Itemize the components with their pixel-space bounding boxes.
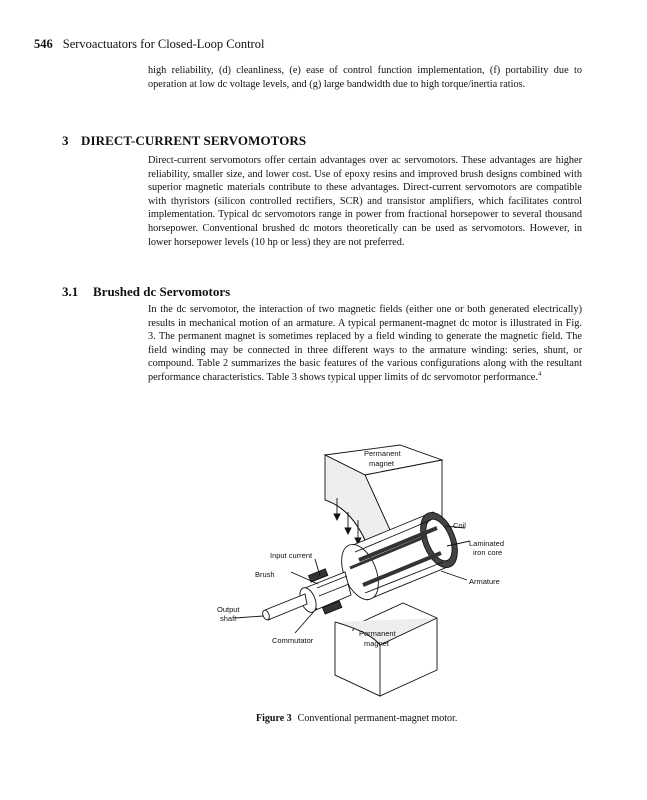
figure-caption (256, 713, 457, 724)
commutator-shaft (261, 572, 351, 621)
footnote-ref: 4 (537, 370, 542, 378)
label-input-current: Input current (270, 551, 313, 560)
page-number: 546 (34, 37, 53, 51)
label-output-1: Output (217, 605, 240, 614)
section-3-1-heading (62, 284, 230, 300)
label-output-2: shaft (220, 614, 237, 623)
bottom-permanent-magnet (335, 603, 437, 696)
label-coil: Coil (453, 521, 466, 530)
section-3-1-number: 3.1 (62, 284, 79, 299)
section-3-number: 3 (62, 133, 69, 148)
intro-paragraph: high reliability, (d) cleanliness, (e) ease of control function implementation, (f) portability due to operation at low dc voltage levels, and (g) large bandwidth due to high torque/inertia ratios. (148, 65, 582, 90)
label-commutator: Commutator (272, 636, 314, 645)
label-laminated-1: Laminated (469, 539, 505, 548)
motor-figure (205, 440, 515, 710)
caption-label: Figure 3 (256, 713, 292, 724)
section-3-paragraph: Direct-current servomotors offer certain advantages over ac servomotors. These advantages are higher reliability, smaller size, and lower cost. Use of epoxy resins and improved brush designs combined with superior magnetic materials contribute to these advantages. Direct-current servomotors are compatible with thyristors (silicon controlled rectifiers, SCR) and transistor amplifiers, which facilitates control implementation. Typical dc servomotors range in power from fractional horsepower to several thousand horsepower. Conventional brushed dc motors theoretically can be used as servomotors. However, in lower horsepower levels (10 hp or less) they are not preferred. (148, 155, 582, 248)
caption-text: Conventional permanent-magnet motor. (297, 713, 458, 724)
label-brush: Brush (255, 570, 275, 579)
label-armature: Armature (469, 577, 500, 586)
section-3-title: DIRECT-CURRENT SERVOMOTORS (81, 133, 307, 148)
label-bottom-magnet-2: magnet (364, 639, 390, 648)
section-3-1-title: Brushed dc Servomotors (93, 284, 231, 299)
label-bottom-magnet-1: Permanent (359, 629, 396, 638)
section-3-heading (62, 133, 306, 149)
running-head (34, 37, 264, 52)
section-3-1-body: In the dc servomotor, the interaction of two magnetic fields (either one or both generated electrically) results in mechanical motion of an armature. A typical permanent-magnet dc motor is illustrated in Fig. 3. The permanent magnet is sometimes replaced by a field winding to generate the magnetic field. The field winding may be connected in three different ways to the armature winding: series, shunt, or compound. Table 2 summarizes the basic features of the various configurations along with the resultant performance characteristics. Table 3 shows typical upper limits of dc servomotor performance. (148, 304, 582, 383)
label-top-magnet-1: Permanent (364, 449, 401, 458)
label-laminated-2: iron core (473, 548, 503, 557)
section-3-1-paragraph (148, 303, 582, 385)
label-top-magnet-2: magnet (369, 459, 395, 468)
running-title: Servoactuators for Closed-Loop Control (62, 37, 265, 51)
